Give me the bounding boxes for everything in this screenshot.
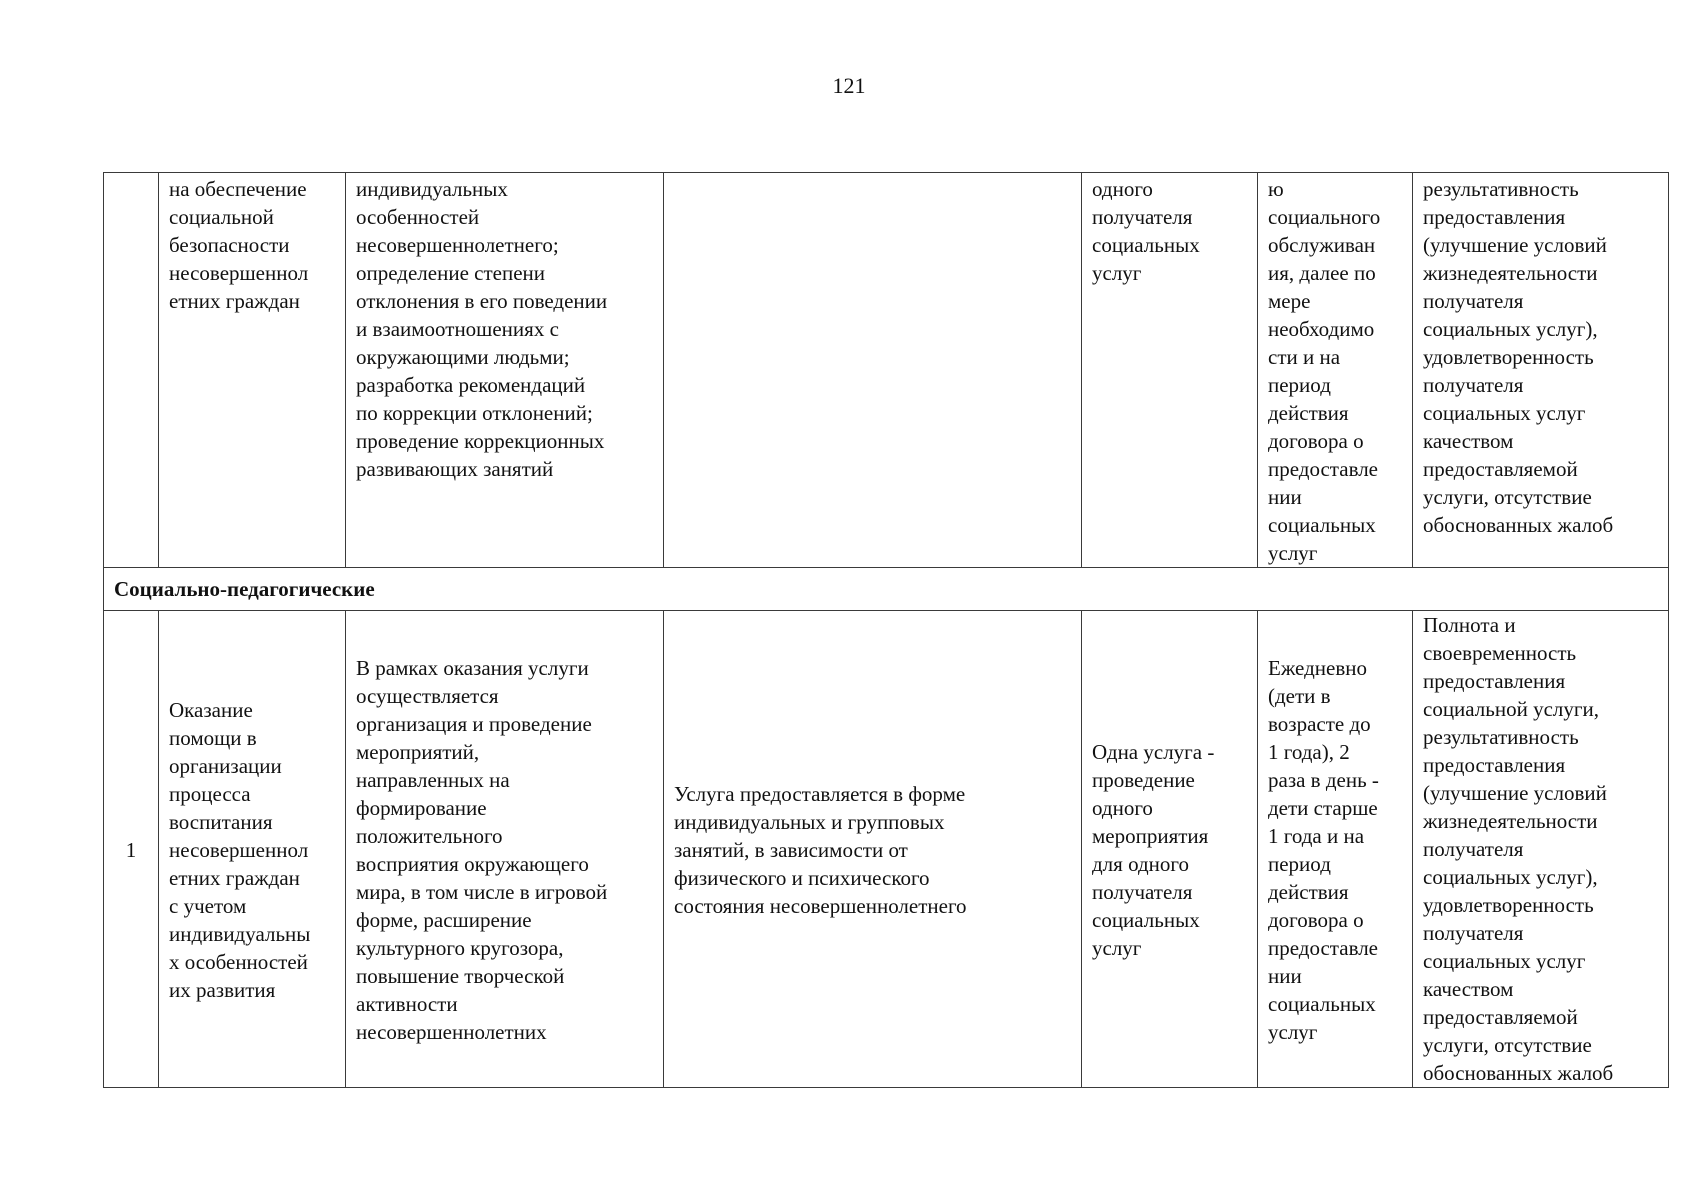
service-number-cell: [104, 173, 159, 568]
table-row: [104, 173, 1669, 568]
service-unit-cell: одного получателя социальных услуг: [1082, 173, 1258, 568]
page-number: 121: [832, 73, 866, 98]
service-content-cell: В рамках оказания услуги осуществляется организация и проведение мероприятий, направленных на формирование положительного восприятия окружающего мира, в том числе в игровой форме, расширение культурного кругозора, повышение творческой активности несовершеннолетних: [346, 611, 664, 1088]
service-term-cell: ю социального обслуживан ия, далее по мере необходимо сти и на период действия договора о предоставле нии социальных услуг: [1258, 173, 1413, 568]
service-name-cell: Оказание помощи в организации процесса воспитания несовершеннол етних граждан с учетом индивидуальны х особенностей их развития: [159, 611, 346, 1088]
service-unit-cell: Одна услуга - проведение одного мероприятия для одного получателя социальных услуг: [1082, 611, 1258, 1088]
service-number-cell: 1: [104, 611, 159, 1088]
service-indicators-cell: Полнота и своевременность предоставления социальной услуги, результативность предоставления (улучшение условий жизнедеятельности получателя социальных услуг), удовлетворенность получателя социальных услуг качеством предоставляемой услуги, отсутствие обоснованных жалоб: [1413, 611, 1669, 1088]
section-row: [104, 568, 1669, 611]
service-term-cell: Ежедневно (дети в возрасте до 1 года), 2 раза в день - дети старше 1 года и на период действия договора о предоставле нии социальных услуг: [1258, 611, 1413, 1088]
service-conditions-cell: [664, 173, 1082, 568]
service-content-cell: индивидуальных особенностей несовершеннолетнего; определение степени отклонения в его поведении и взаимоотношениях с окружающими людьми; разработка рекомендаций по коррекции отклонений; проведение коррекционных развивающих занятий: [346, 173, 664, 568]
service-indicators-cell: результативность предоставления (улучшение условий жизнедеятельности получателя социальных услуг), удовлетворенность получателя социальных услуг качеством предоставляемой услуги, отсутствие обоснованных жалоб: [1413, 173, 1669, 568]
service-name-cell: на обеспечение социальной безопасности несовершеннол етних граждан: [159, 173, 346, 568]
services-table: [103, 172, 1669, 1088]
section-title: Социально-педагогические: [104, 568, 1669, 611]
table-row: [104, 611, 1669, 1088]
service-conditions-cell: Услуга предоставляется в форме индивидуальных и групповых занятий, в зависимости от физического и психического состояния несовершеннолетнего: [664, 611, 1082, 1088]
